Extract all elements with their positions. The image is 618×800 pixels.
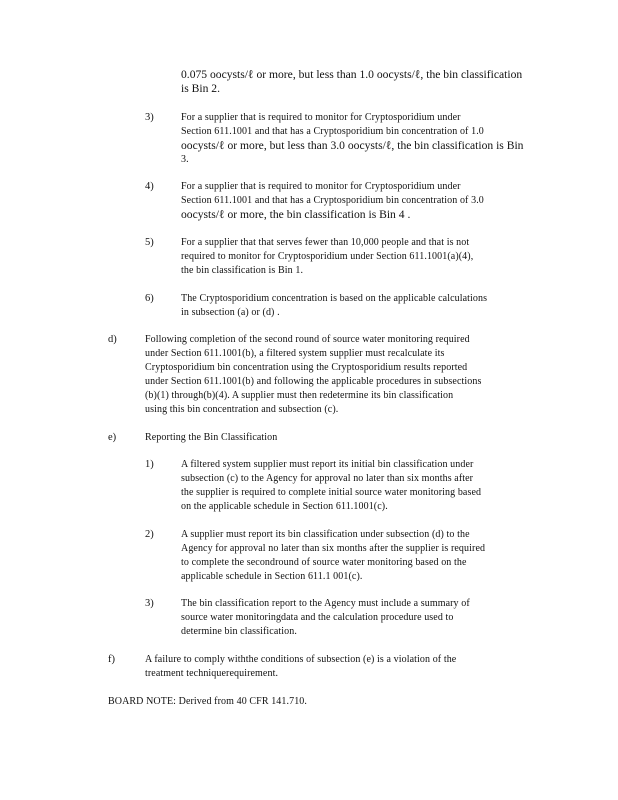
text-line: For a supplier that is required to monitor for Cryptosporidium under [181, 181, 461, 192]
text-line: Agency for approval no later than six months after the supplier is required [181, 543, 486, 554]
text-line: applicable schedule in Section 611.1 001(c). [181, 571, 363, 582]
text-line: A filtered system supplier must report its initial bin classification under [181, 459, 474, 470]
item-e2 [181, 528, 485, 584]
text-line: in subsection (a) or (d) . [181, 307, 280, 318]
text-line: The bin classification report to the Agency must include a summary of [181, 598, 470, 609]
board-note [108, 695, 307, 709]
item-label: f) [108, 654, 115, 665]
item-label: d) [108, 334, 117, 345]
text-line: 0.075 oocysts/ℓ or more, but less than 1.0 oocysts/ℓ, the bin classification [181, 68, 523, 81]
text-line: under Section 611.1001(b), a filtered system supplier must recalculate its [145, 348, 445, 359]
item-label: e) [108, 432, 117, 443]
item-label: 3) [145, 598, 154, 609]
item-f [145, 653, 456, 681]
item-c6 [181, 292, 487, 320]
item-label: 1) [145, 459, 154, 470]
text-line: Cryptosporidium bin concentration using the Cryptosporidium results reported [145, 362, 468, 373]
heading-text: Reporting the Bin Classification [145, 432, 278, 443]
item-label: 5) [145, 237, 154, 248]
text-line: A failure to comply withthe conditions of subsection (e) is a violation of the [145, 654, 457, 665]
text-line: oocysts/ℓ or more, but less than 3.0 oocysts/ℓ, the bin classification is Bin [181, 139, 524, 152]
text-line: oocysts/ℓ or more, the bin classification is Bin 4 . [181, 208, 411, 221]
item-c5 [181, 236, 473, 278]
text-line: (b)(1) through(b)(4). A supplier must then redetermine its bin classification [145, 390, 454, 401]
item-c2-continuation [181, 68, 522, 96]
text-line: treatment techniquerequirement. [145, 668, 279, 679]
text-line: is Bin 2. [181, 82, 220, 95]
text-line: 3. [181, 154, 189, 165]
text-line: required to monitor for Cryptosporidium under Section 611.1001(a)(4), [181, 251, 474, 262]
text-line: For a supplier that is required to monitor for Cryptosporidium under [181, 112, 461, 123]
text-line: source water monitoringdata and the calculation procedure used to [181, 612, 454, 623]
item-c4 [181, 180, 484, 222]
text-line: the bin classification is Bin 1. [181, 265, 304, 276]
item-label: 4) [145, 181, 154, 192]
text-line: A supplier must report its bin classification under subsection (d) to the [181, 529, 470, 540]
text-line: Following completion of the second round of source water monitoring required [145, 334, 470, 345]
item-c3 [181, 111, 523, 167]
text-line: the supplier is required to complete initial source water monitoring based [181, 487, 482, 498]
item-d [145, 333, 481, 417]
text-line: The Cryptosporidium concentration is based on the applicable calculations [181, 293, 488, 304]
item-label: 3) [145, 112, 154, 123]
text-line: Section 611.1001 and that has a Cryptosporidium bin concentration of 3.0 [181, 195, 484, 206]
text-line: on the applicable schedule in Section 611.1001(c). [181, 501, 388, 512]
item-label: 2) [145, 529, 154, 540]
text-line: BOARD NOTE: Derived from 40 CFR 141.710. [108, 696, 307, 707]
text-line: under Section 611.1001(b) and following the applicable procedures in subsections [145, 376, 482, 387]
text-line: to complete the secondround of source water monitoring based on the [181, 557, 467, 568]
item-label: 6) [145, 293, 154, 304]
text-line: subsection (c) to the Agency for approval no later than six months after [181, 473, 474, 484]
text-line: using this bin concentration and subsection (c). [145, 404, 339, 415]
item-e1 [181, 458, 481, 514]
section-heading [145, 431, 277, 445]
text-line: Section 611.1001 and that has a Cryptosporidium bin concentration of 1.0 [181, 126, 484, 137]
text-line: determine bin classification. [181, 626, 297, 637]
text-line: For a supplier that that serves fewer than 10,000 people and that is not [181, 237, 470, 248]
item-e3 [181, 597, 470, 639]
